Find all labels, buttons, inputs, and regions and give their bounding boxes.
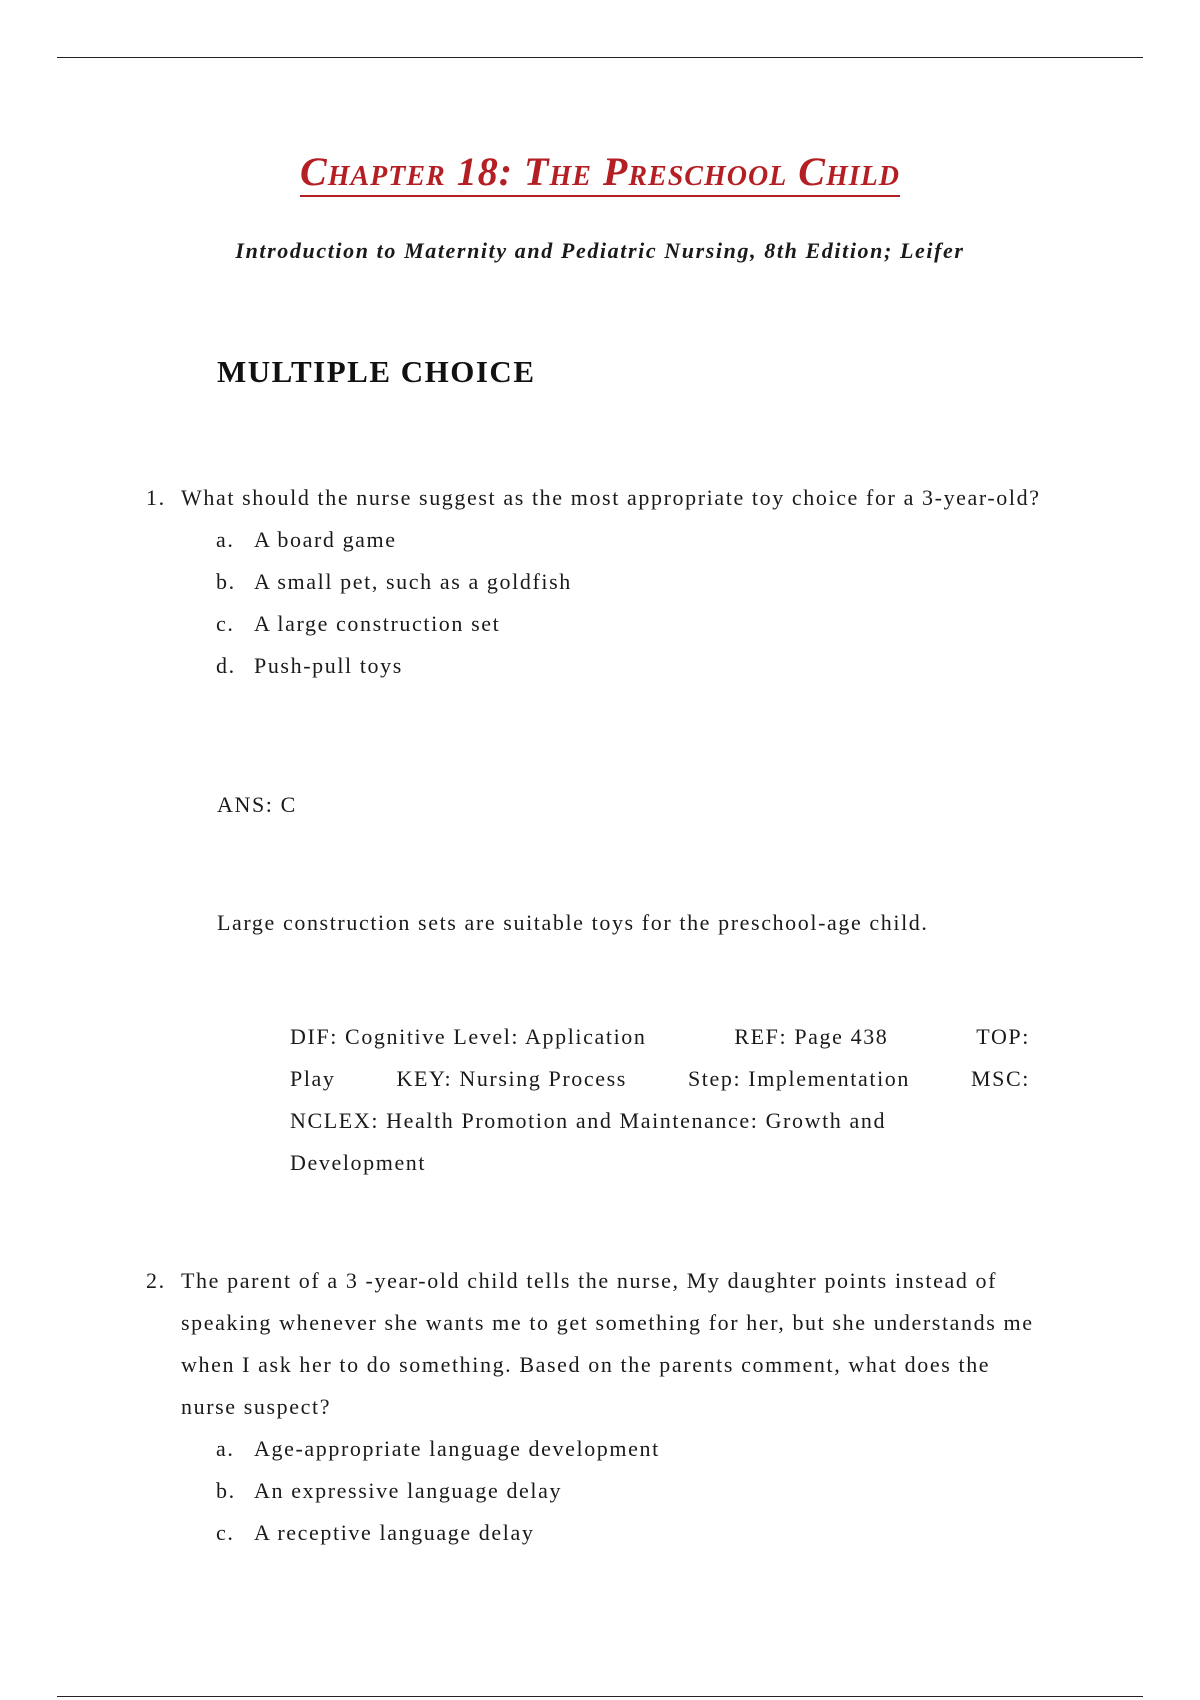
meta-key: KEY: Nursing Process bbox=[396, 1066, 627, 1091]
question-metadata bbox=[290, 1016, 1030, 1184]
answer-options bbox=[146, 519, 1046, 687]
meta-topic-label: TOP: bbox=[976, 1024, 1030, 1049]
chapter-title bbox=[0, 148, 1200, 196]
rationale: Large construction sets are suitable toys for the preschool-age child. bbox=[217, 910, 929, 935]
option-letter: c. bbox=[216, 611, 235, 636]
option-text: Age-appropriate language development bbox=[254, 1436, 660, 1461]
meta-difficulty: DIF: Cognitive Level: Application bbox=[290, 1024, 647, 1049]
meta-msc-label: MSC: bbox=[971, 1066, 1030, 1091]
option-a bbox=[146, 1428, 1046, 1470]
meta-nclex-cont: Development bbox=[290, 1150, 427, 1175]
meta-nclex: NCLEX: Health Promotion and Maintenance: Growth and bbox=[290, 1108, 887, 1133]
option-d bbox=[146, 645, 1046, 687]
section-heading: MULTIPLE CHOICE bbox=[217, 354, 536, 389]
question-stem: What should the nurse suggest as the most appropriate toy choice for a 3-year-old? bbox=[181, 485, 1041, 510]
question-2 bbox=[146, 1260, 1046, 1554]
question-number: 2. bbox=[146, 1268, 166, 1293]
meta-reference: REF: Page 438 bbox=[734, 1024, 889, 1049]
option-text: Push-pull toys bbox=[254, 653, 403, 678]
meta-row bbox=[290, 1016, 1030, 1058]
question-number: 1. bbox=[146, 485, 166, 510]
chapter-title-text: Chapter 18: The Preschool Child bbox=[300, 149, 900, 197]
answer-options bbox=[146, 1428, 1046, 1554]
option-letter: c. bbox=[216, 1520, 235, 1545]
book-subtitle: Introduction to Maternity and Pediatric Nursing, 8th Edition; Leifer bbox=[235, 238, 965, 263]
option-c bbox=[146, 1512, 1046, 1554]
bottom-rule bbox=[57, 1696, 1143, 1697]
meta-step: Step: Implementation bbox=[687, 1066, 910, 1091]
option-a bbox=[146, 519, 1046, 561]
option-text: A large construction set bbox=[254, 611, 501, 636]
meta-row bbox=[290, 1058, 1030, 1100]
option-text: A board game bbox=[254, 527, 397, 552]
option-letter: b. bbox=[216, 569, 236, 594]
answer-key: ANS: C bbox=[217, 792, 297, 817]
option-text: An expressive language delay bbox=[254, 1478, 563, 1503]
question-1 bbox=[146, 477, 1046, 687]
option-b bbox=[146, 561, 1046, 603]
meta-topic-value: Play bbox=[290, 1066, 336, 1091]
option-text: A receptive language delay bbox=[254, 1520, 535, 1545]
option-text: A small pet, such as a goldfish bbox=[254, 569, 572, 594]
option-letter: a. bbox=[216, 527, 235, 552]
option-c bbox=[146, 603, 1046, 645]
question-stem: The parent of a 3 -year-old child tells the nurse, My daughter points instead of speaking whenever she wants me to get something for her, but she understands me when I ask her to do something. Based on the parents comment, what does the nurse suspect? bbox=[181, 1268, 1034, 1419]
option-b bbox=[146, 1470, 1046, 1512]
option-letter: d. bbox=[216, 653, 236, 678]
option-letter: a. bbox=[216, 1436, 235, 1461]
option-letter: b. bbox=[216, 1478, 236, 1503]
top-rule bbox=[57, 57, 1143, 58]
